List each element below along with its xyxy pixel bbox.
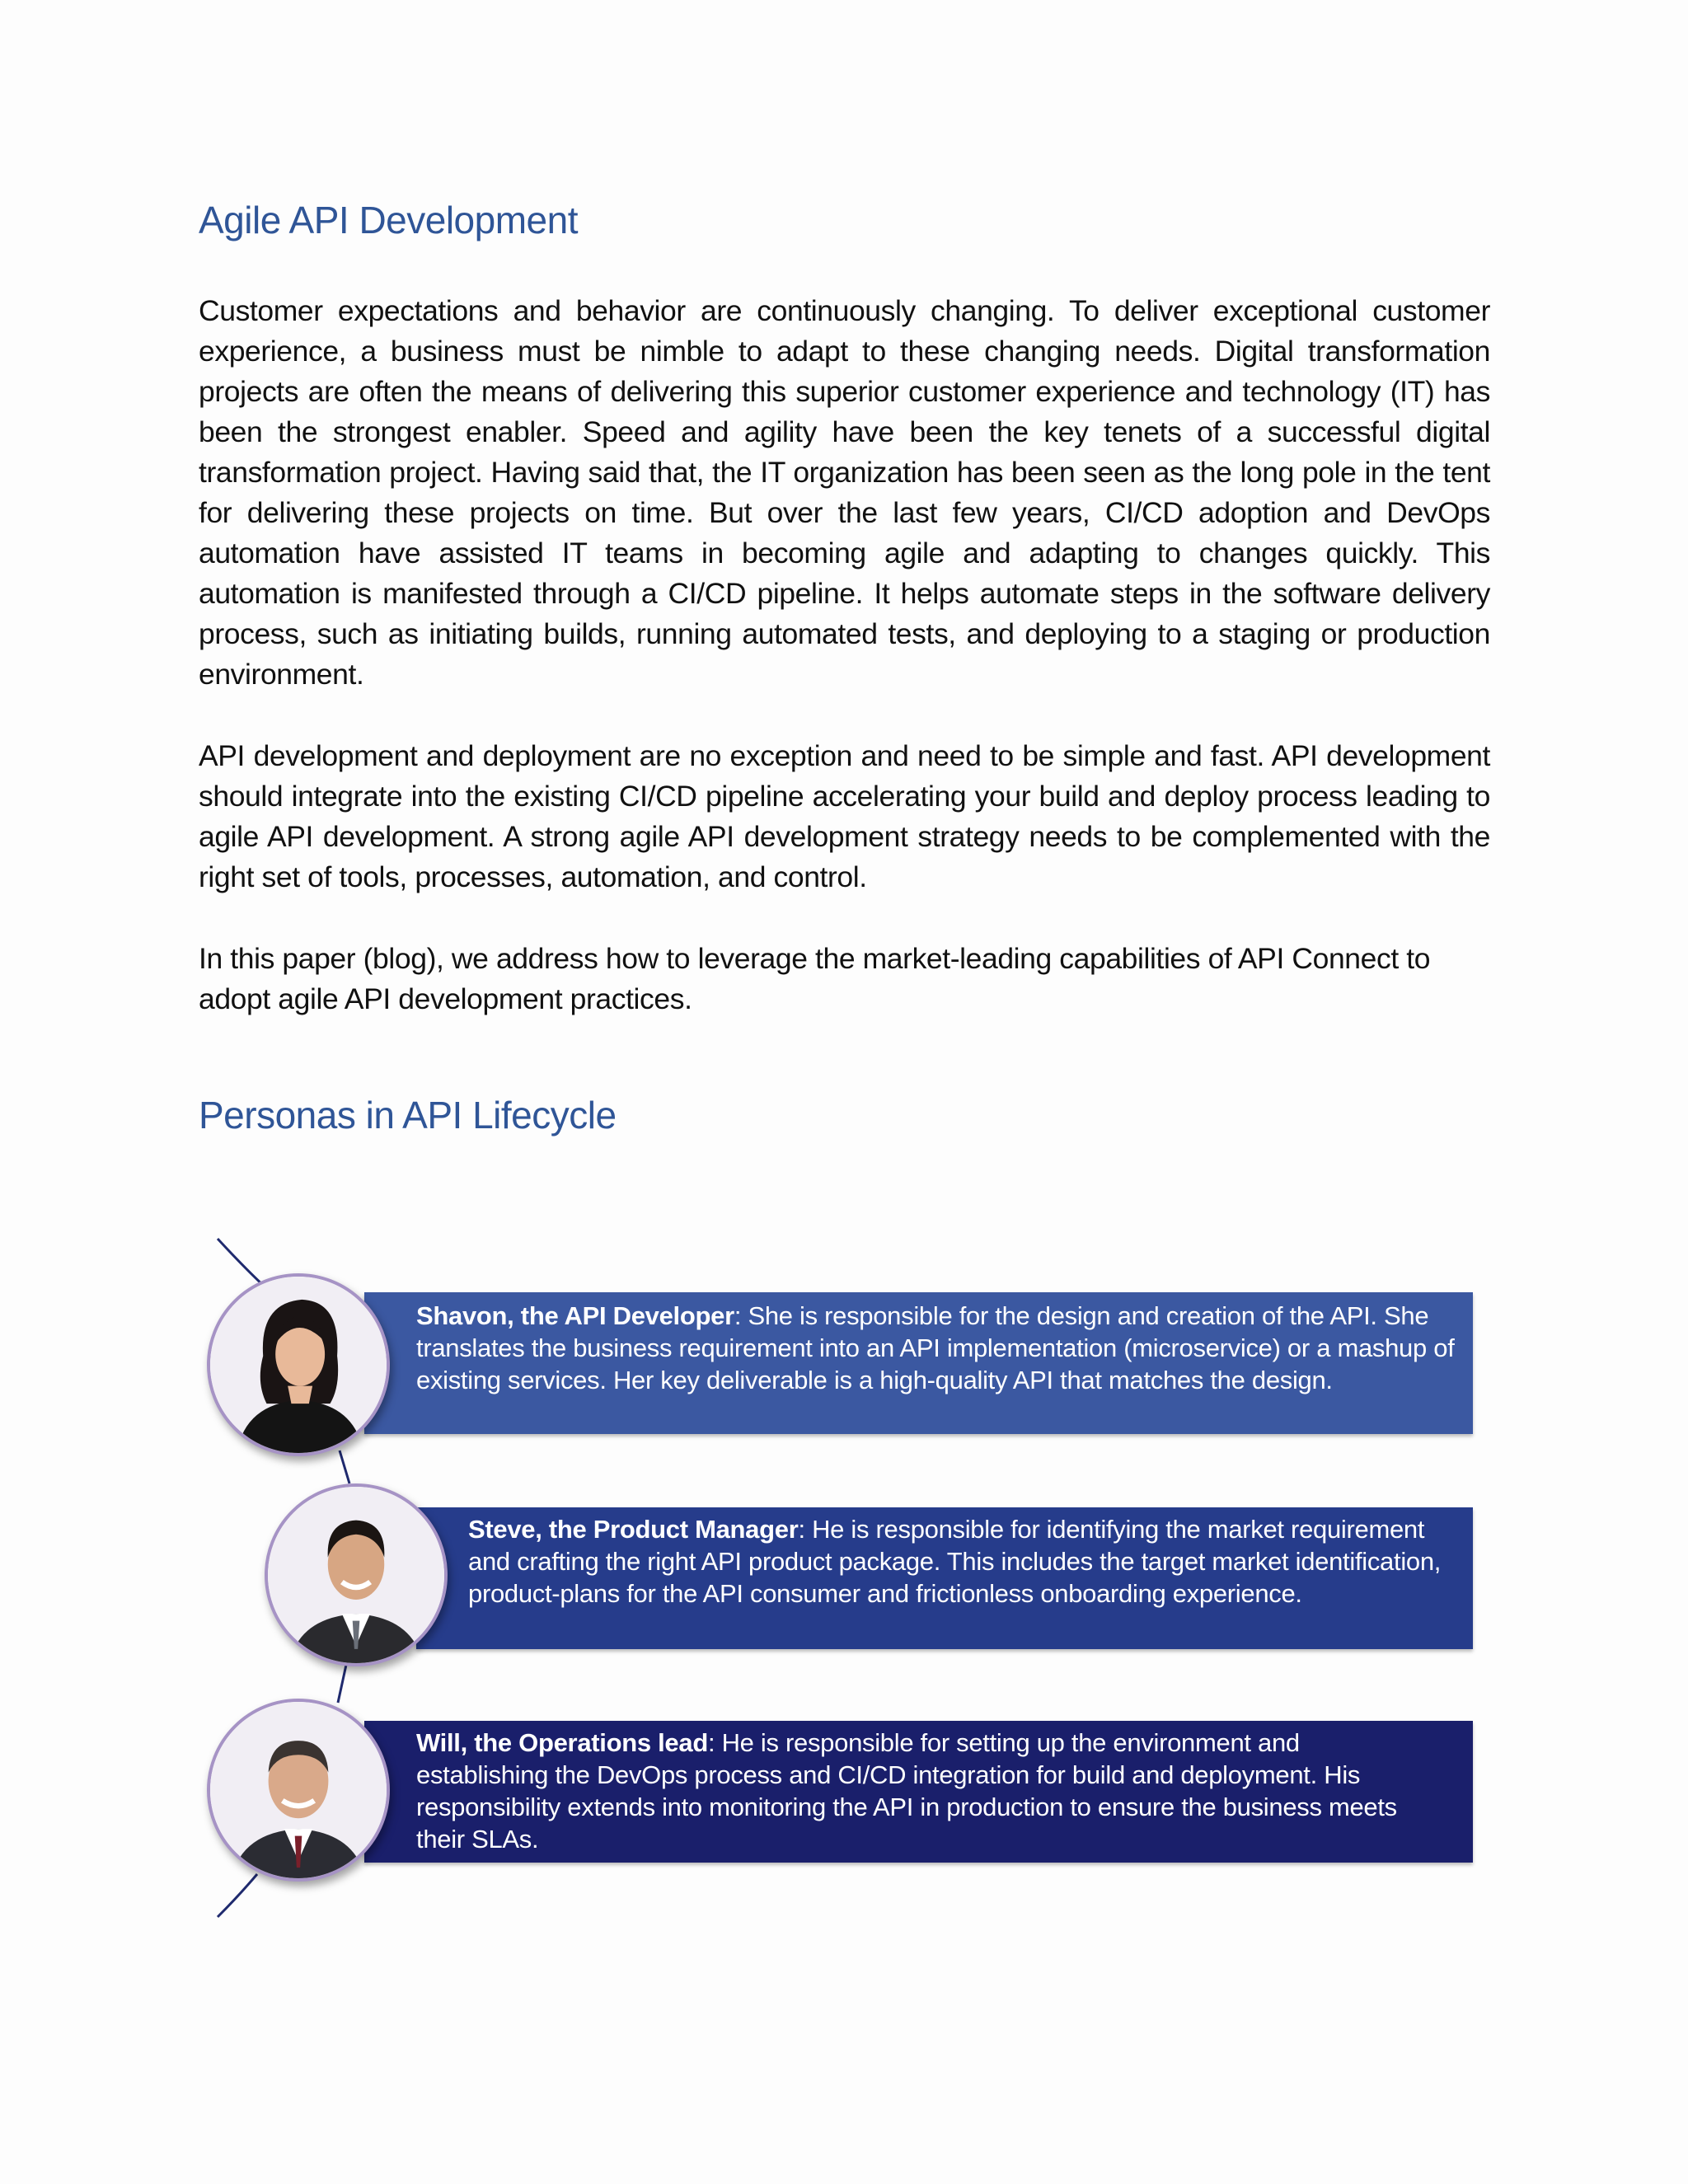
older-man-portrait-icon xyxy=(210,1702,387,1878)
paragraph-intro: Customer expectations and behavior are continuously changing. To deliver exceptional customer experience, a business must be nimble to adapt to these changing needs. Digital transformation projects are often the means of delivering this superior customer experience and technology (IT) has been the strongest enabler. Speed and agility have been the key tenets of a successful digital transformation project. Having said that, the IT organization has been seen as the long pole in the tent for delivering these projects on time. But over the last few years, CI/CD adoption and DevOps automation have assisted IT teams in becoming agile and adapting to changes quickly. This automation is manifested through a CI/CD pipeline. It helps automate steps in the software delivery process, such as initiating builds, running automated tests, and deploying to a staging or production environment. xyxy=(199,294,1490,691)
paragraph-api-development: API development and deployment are no exception and need to be simple and fast. API development should integrate into the existing CI/CD pipeline accelerating your build and deploy process leading to agile API development. A strong agile API development strategy needs to be complemented with the right set of tools, processes, automation, and control. xyxy=(199,739,1490,893)
persona-name-operations-lead: Will, the Operations lead xyxy=(416,1728,708,1757)
persona-name-product-manager: Steve, the Product Manager xyxy=(468,1515,799,1544)
section-heading-agile-api: Agile API Development xyxy=(199,199,578,241)
avatar-product-manager xyxy=(265,1483,448,1666)
man-portrait-icon xyxy=(268,1487,444,1663)
persona-name-api-developer: Shavon, the API Developer xyxy=(416,1301,734,1330)
persona-description-api-developer: : She is responsible for the design and creation of the API. She translates the business requirement into an API implementation (microservice) or a mashup of existing services. Her key deliverable is a high-quality API that matches the design. xyxy=(416,1301,1455,1394)
paragraph-paper-scope: In this paper (blog), we address how to leverage the market-leading capabilities of API Connect to adopt agile API development practices. xyxy=(199,942,1431,1015)
persona-text-api-developer xyxy=(416,1300,1471,1396)
section-heading-personas: Personas in API Lifecycle xyxy=(199,1094,617,1137)
persona-description-operations-lead: : He is responsible for setting up the environment and establishing the DevOps process and CI/CD integration for build and deployment. His responsibility extends into monitoring the API in production to ensure the business meets their SLAs. xyxy=(416,1728,1397,1854)
persona-description-product-manager: : He is responsible for identifying the market requirement and crafting the right API product package. This includes the target market identification, product-plans for the API consumer and frictionless onboarding experience. xyxy=(468,1515,1442,1608)
persona-text-operations-lead xyxy=(416,1727,1438,1855)
woman-portrait-icon xyxy=(210,1277,387,1453)
avatar-operations-lead xyxy=(207,1699,390,1882)
persona-text-product-manager xyxy=(468,1513,1457,1610)
avatar-api-developer xyxy=(207,1273,390,1456)
